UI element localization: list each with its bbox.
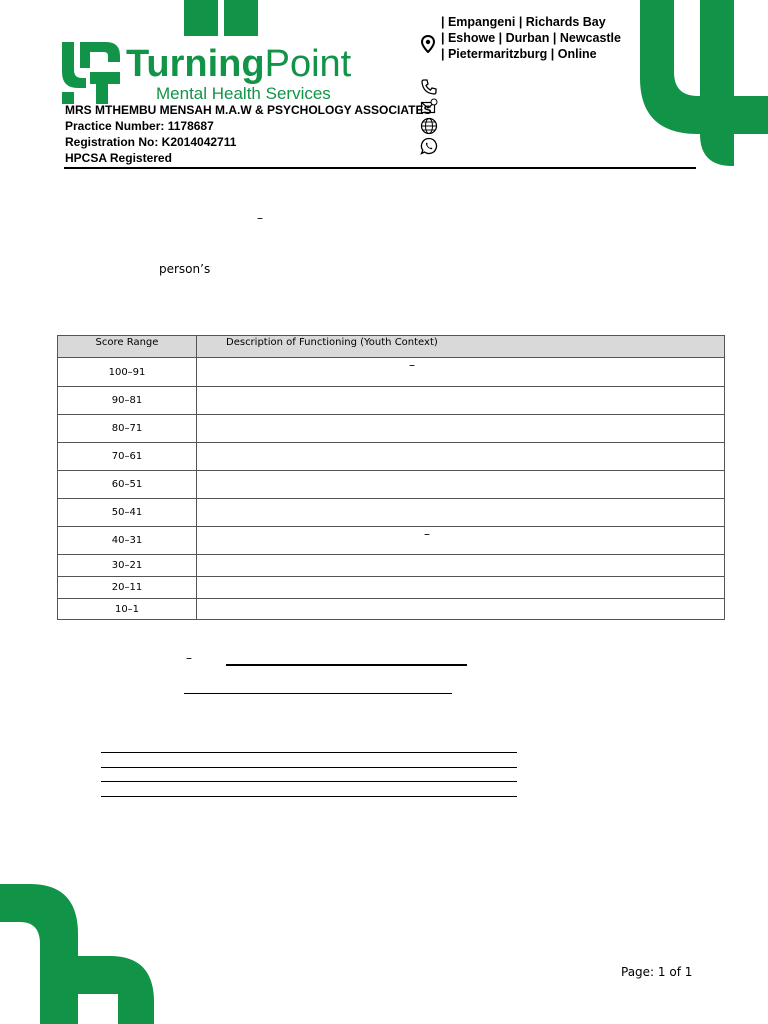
functioning-score-table — [57, 335, 725, 620]
table-row — [58, 358, 725, 387]
location-line-2: | Eshowe | Durban | Newcastle — [441, 31, 621, 45]
description-cell — [197, 443, 725, 471]
notes-line-3[interactable] — [101, 781, 517, 782]
hpcsa-registration: HPCSA Registered — [65, 151, 172, 165]
description-cell — [197, 387, 725, 415]
table-row — [58, 471, 725, 499]
table-header-row — [58, 336, 725, 358]
score-range-cell: 20–11 — [58, 577, 197, 599]
description-cell: – — [197, 527, 725, 555]
table-row — [58, 577, 725, 599]
score-range-cell: 100–91 — [58, 358, 197, 387]
table-row — [58, 443, 725, 471]
table-row — [58, 527, 725, 555]
description-cell — [197, 471, 725, 499]
signature-line[interactable] — [226, 664, 467, 666]
brand-name: TurningPoint — [126, 43, 352, 85]
notes-line-4[interactable] — [101, 796, 517, 797]
body-persons-text: person’s — [159, 262, 211, 276]
brand-subtitle: Mental Health Services — [156, 84, 331, 103]
score-range-cell: 30–21 — [58, 555, 197, 577]
description-cell — [197, 555, 725, 577]
turningpoint-logo-icon — [62, 42, 122, 104]
score-range-cell: 80–71 — [58, 415, 197, 443]
header-description: Description of Functioning (Youth Context) — [197, 336, 725, 358]
description-cell: – — [197, 358, 725, 387]
description-cell — [197, 415, 725, 443]
page-number: Page: 1 of 1 — [621, 965, 693, 979]
notes-line-2[interactable] — [101, 767, 517, 768]
date-line[interactable] — [184, 693, 452, 694]
table-row — [58, 555, 725, 577]
decor-bar-2 — [224, 0, 258, 36]
phone-icon — [420, 78, 438, 96]
practice-number: Practice Number: 1178687 — [65, 119, 214, 133]
score-range-cell: 60–51 — [58, 471, 197, 499]
table-row — [58, 387, 725, 415]
whatsapp-icon — [420, 137, 438, 155]
body-dash: – — [257, 211, 263, 225]
score-range-cell: 50–41 — [58, 499, 197, 527]
decor-shape-top-right — [640, 0, 768, 170]
email-icon — [420, 98, 438, 116]
table-row — [58, 499, 725, 527]
table-row — [58, 415, 725, 443]
practice-name: MRS MTHEMBU MENSAH M.A.W & PSYCHOLOGY ASSOCIATES — [65, 103, 432, 117]
location-line-1: | Empangeni | Richards Bay — [441, 15, 606, 29]
decor-bar-1 — [184, 0, 218, 36]
score-range-cell: 70–61 — [58, 443, 197, 471]
table-row — [58, 599, 725, 620]
location-pin-icon — [421, 35, 435, 53]
location-line-3: | Pietermaritzburg | Online — [441, 47, 597, 61]
score-range-cell: 10–1 — [58, 599, 197, 620]
signature-dash: – — [186, 651, 192, 665]
description-cell — [197, 599, 725, 620]
description-cell — [197, 499, 725, 527]
score-range-cell: 90–81 — [58, 387, 197, 415]
header-divider — [64, 167, 696, 169]
notes-line-1[interactable] — [101, 752, 517, 753]
decor-shape-bottom-left — [0, 884, 160, 1024]
registration-number: Registration No: K2014042711 — [65, 135, 237, 149]
globe-icon — [420, 117, 438, 135]
score-range-cell: 40–31 — [58, 527, 197, 555]
header-score-range: Score Range — [58, 336, 197, 358]
description-cell — [197, 577, 725, 599]
